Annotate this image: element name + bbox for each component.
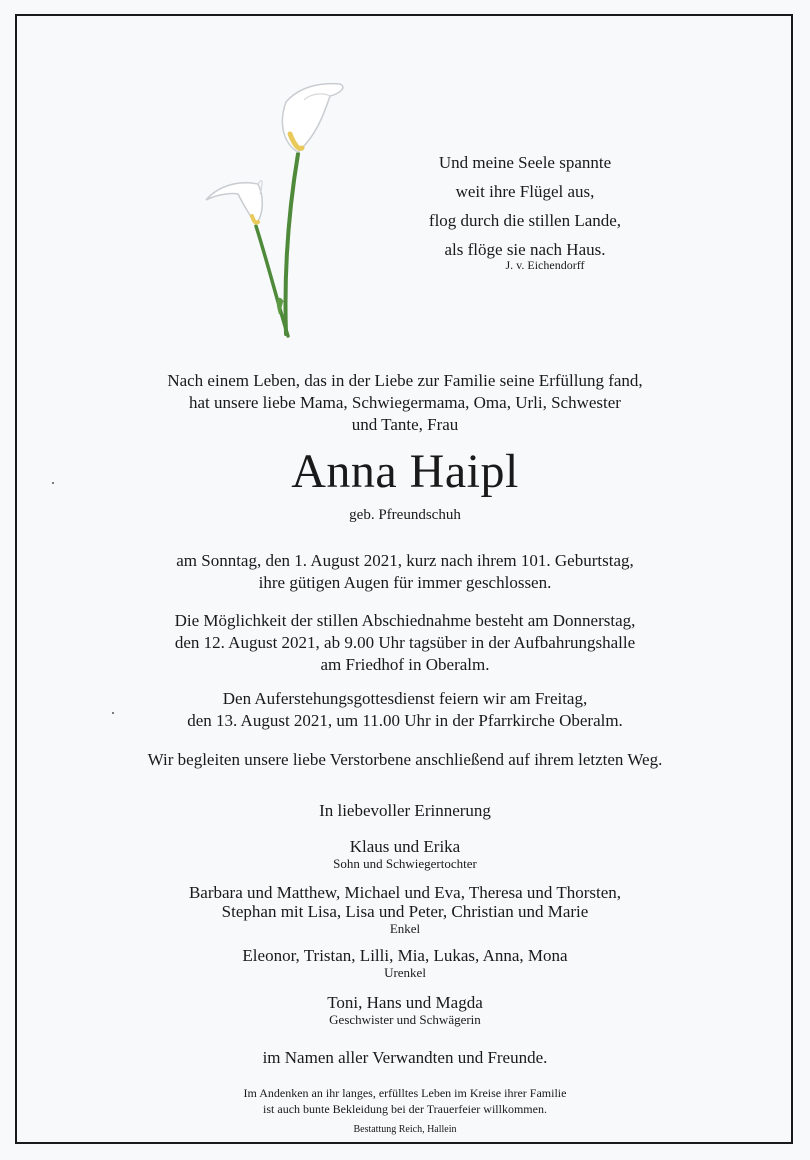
- mourner-group: [0, 837, 810, 871]
- burial-paragraph: [0, 749, 810, 771]
- mourner-group: [0, 883, 810, 936]
- paragraph-line: am Sonntag, den 1. August 2021, kurz nach ihrem 101. Geburtstag,: [176, 551, 634, 570]
- mourner-names: Klaus und Erika: [349, 837, 461, 856]
- paper-speck: [52, 482, 54, 484]
- mourner-group: [0, 946, 810, 980]
- intro-line: hat unsere liebe Mama, Schwiegermama, Oma, Urli, Schwester: [189, 393, 621, 412]
- intro-line: und Tante, Frau: [351, 415, 459, 434]
- mourner-names: Toni, Hans und Magda: [327, 993, 483, 1012]
- closing-line: im Namen aller Verwandten und Freunde.: [262, 1048, 548, 1067]
- poem-line: flog durch die stillen Lande,: [428, 211, 622, 230]
- calla-lily-icon: [198, 74, 358, 354]
- paragraph-line: am Friedhof in Oberalm.: [320, 655, 490, 674]
- paragraph-line: ihre gütigen Augen für immer geschlossen.: [258, 573, 552, 592]
- intro-line: Nach einem Leben, das in der Liebe zur Familie seine Erfüllung fand,: [167, 371, 643, 390]
- deceased-name: Anna Haipl: [291, 445, 519, 498]
- intro-text: [0, 370, 810, 436]
- poem: [380, 148, 670, 264]
- paper-speck: [112, 712, 114, 714]
- dress-code-note: [0, 1085, 810, 1117]
- mourner-relation: Enkel: [389, 921, 421, 936]
- memory-heading: In liebevoller Erinnerung: [319, 801, 491, 820]
- poem-author: J. v. Eichendorff: [505, 258, 585, 272]
- mourner-names: Stephan mit Lisa, Lisa und Peter, Christian und Marie: [221, 902, 589, 921]
- mourner-relation: Urenkel: [384, 965, 426, 980]
- birth-name: geb. Pfreundschuh: [349, 507, 461, 523]
- paragraph-line: den 13. August 2021, um 11.00 Uhr in der Pfarrkirche Oberalm.: [187, 711, 623, 730]
- mourner-relation: Geschwister und Schwägerin: [329, 1012, 481, 1027]
- service-paragraph: [0, 688, 810, 732]
- mourner-names: Barbara und Matthew, Michael und Eva, Theresa und Thorsten,: [188, 883, 622, 902]
- note-line: Im Andenken an ihr langes, erfülltes Leben im Kreise ihrer Familie: [243, 1086, 567, 1100]
- poem-line: weit ihre Flügel aus,: [455, 182, 595, 201]
- poem-line: als flöge sie nach Haus.: [444, 240, 606, 259]
- viewing-paragraph: [0, 610, 810, 676]
- paragraph-line: Wir begleiten unsere liebe Verstorbene anschließend auf ihrem letzten Weg.: [147, 750, 663, 769]
- death-paragraph: [0, 550, 810, 594]
- note-line: ist auch bunte Bekleidung bei der Trauerfeier willkommen.: [263, 1102, 547, 1116]
- paragraph-line: den 12. August 2021, ab 9.00 Uhr tagsüber in der Aufbahrungshalle: [174, 633, 636, 652]
- paragraph-line: Die Möglichkeit der stillen Abschiednahme besteht am Donnerstag,: [174, 611, 636, 630]
- paragraph-line: Den Auferstehungsgottesdienst feiern wir am Freitag,: [222, 689, 588, 708]
- poem-line: Und meine Seele spannte: [438, 153, 612, 172]
- mourner-names: Eleonor, Tristan, Lilli, Mia, Lukas, Anna, Mona: [242, 946, 568, 965]
- mourner-group: [0, 993, 810, 1027]
- undertaker: Bestattung Reich, Hallein: [353, 1124, 457, 1135]
- mourner-relation: Sohn und Schwiegertochter: [333, 856, 477, 871]
